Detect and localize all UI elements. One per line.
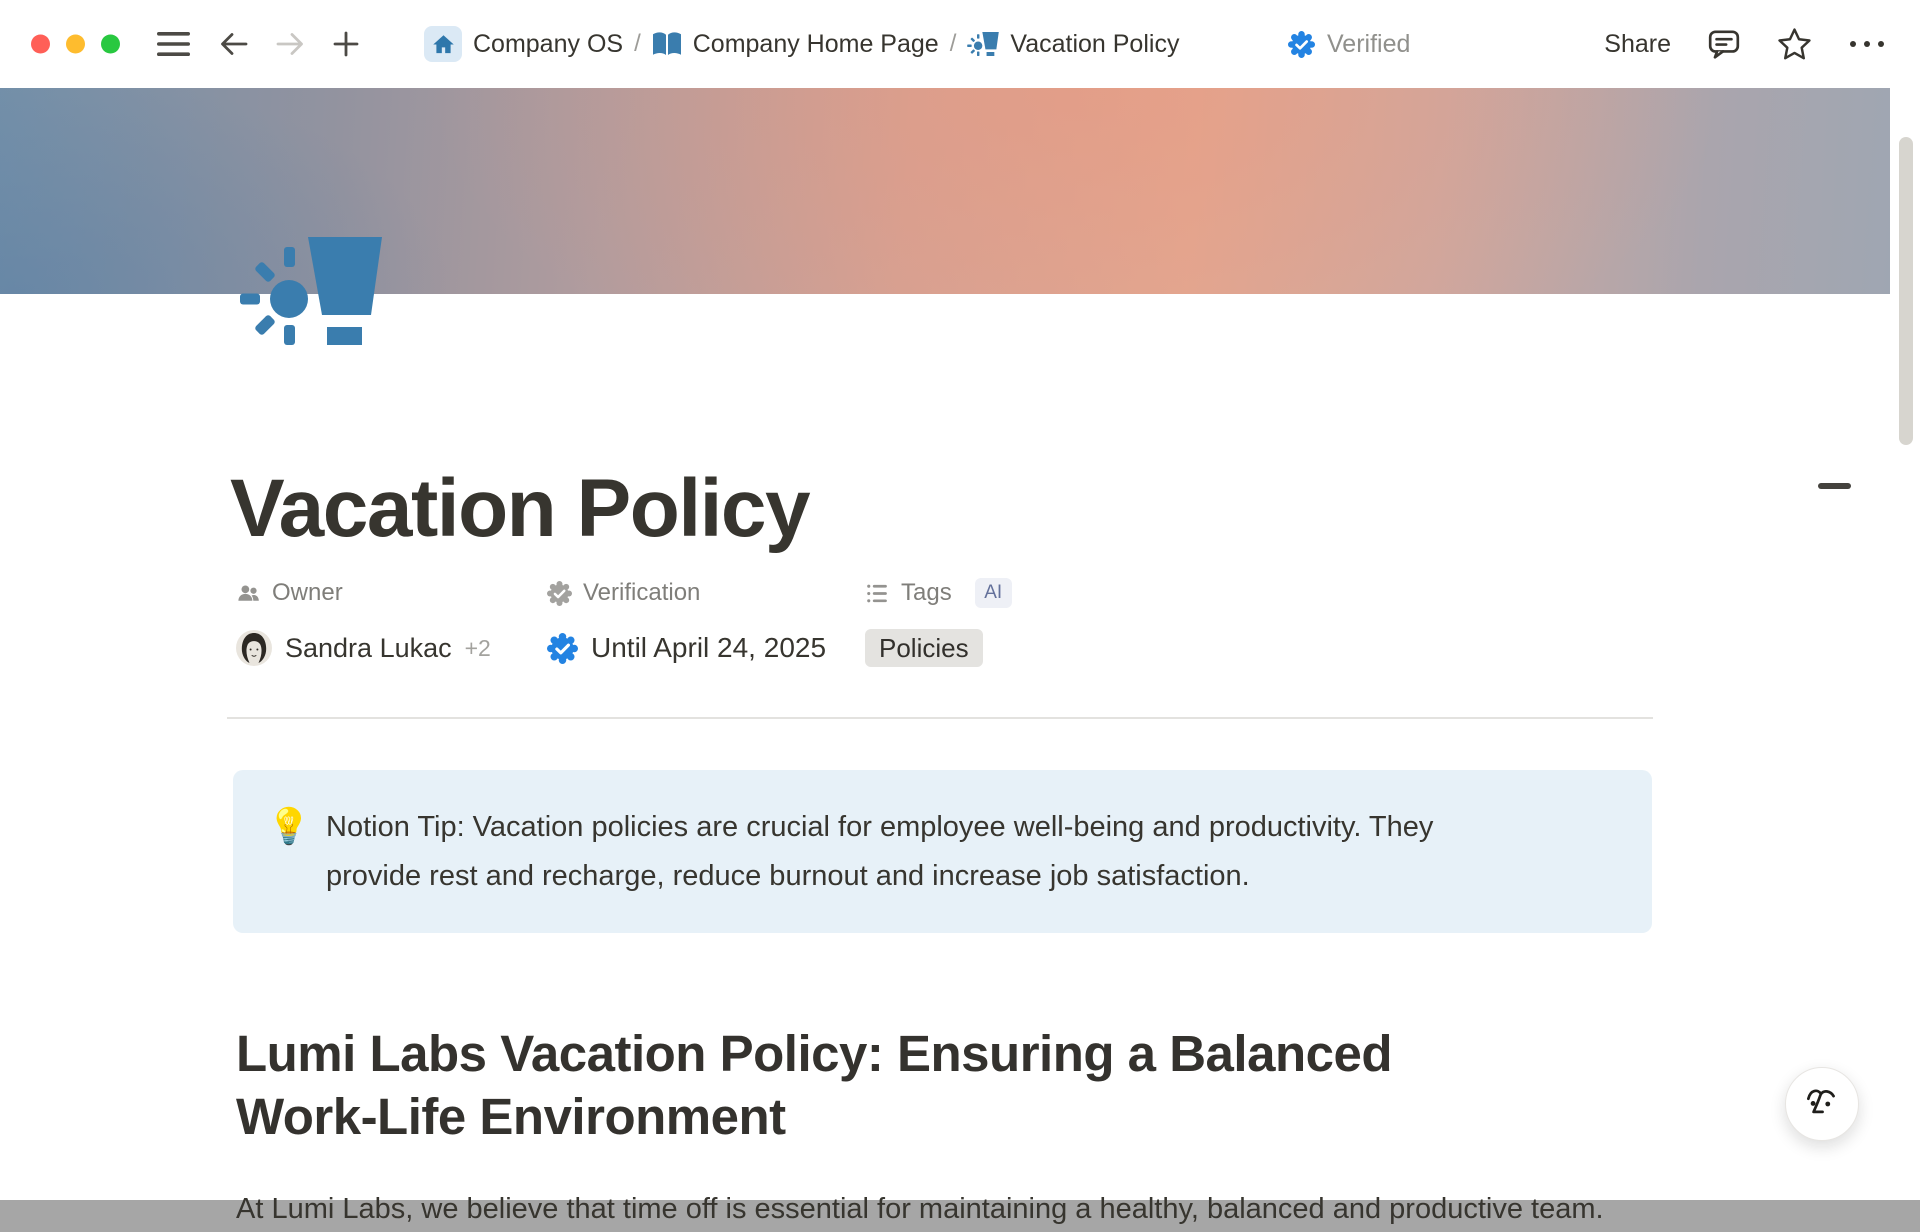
property-verification-header[interactable] <box>547 578 826 608</box>
property-tags <box>865 578 1012 670</box>
property-label: Owner <box>272 579 343 606</box>
minimize-window-button[interactable] <box>66 35 85 54</box>
star-icon <box>1777 27 1812 61</box>
verified-label: Verified <box>1327 29 1411 58</box>
section-heading[interactable] <box>236 1022 1392 1148</box>
forward-button[interactable] <box>276 29 306 59</box>
property-verification-value[interactable] <box>547 626 826 670</box>
owner-name: Sandra Lukac <box>285 632 452 663</box>
new-page-button[interactable] <box>332 30 360 58</box>
notion-ai-button[interactable] <box>1785 1067 1859 1141</box>
breadcrumb-separator: / <box>949 30 957 57</box>
body-paragraph-clipped[interactable]: At Lumi Labs, we believe that time off is essential for maintaining a healthy, balanced and productive team. <box>236 1193 1604 1225</box>
breadcrumb-item-company-home-page[interactable] <box>652 30 939 59</box>
sidebar-menu-button[interactable] <box>157 29 191 59</box>
forward-arrow-icon <box>276 29 306 59</box>
sparkle-exclamation-icon <box>240 237 382 345</box>
comments-button[interactable] <box>1707 28 1741 60</box>
toolbar <box>0 0 1920 88</box>
book-icon <box>652 31 682 57</box>
share-button[interactable]: Share <box>1604 29 1671 58</box>
close-window-button[interactable] <box>31 35 50 54</box>
property-tags-header[interactable] <box>865 578 1012 608</box>
verified-badge[interactable] <box>1288 0 1410 88</box>
zoom-window-button[interactable] <box>101 35 120 54</box>
breadcrumb-separator: / <box>634 30 641 57</box>
verification-seal-icon <box>547 581 572 606</box>
verified-seal-icon <box>547 633 578 664</box>
home-icon <box>432 33 455 56</box>
favorite-button[interactable] <box>1777 27 1812 61</box>
breadcrumb-item-vacation-policy[interactable] <box>967 30 1179 59</box>
property-owner-header[interactable] <box>236 578 491 608</box>
property-verification <box>547 578 826 670</box>
avatar <box>236 630 272 666</box>
back-arrow-icon <box>218 29 248 59</box>
document-outline-indicator[interactable] <box>1818 483 1851 489</box>
notion-tip-callout[interactable] <box>233 770 1652 933</box>
property-owner-value[interactable] <box>236 626 491 670</box>
heading-line: Lumi Labs Vacation Policy: Ensuring a Balanced <box>236 1025 1392 1082</box>
page-title[interactable]: Vacation Policy <box>230 463 810 554</box>
notion-ai-face-icon <box>1801 1083 1843 1125</box>
callout-text <box>326 803 1433 901</box>
more-options-button[interactable] <box>1848 39 1886 49</box>
breadcrumb <box>424 0 1179 88</box>
verification-date: Until April 24, 2025 <box>591 632 827 663</box>
property-tags-value[interactable] <box>865 626 1012 670</box>
owner-extra-count: +2 <box>464 634 491 661</box>
breadcrumb-label: Vacation Policy <box>1010 29 1180 58</box>
toolbar-actions <box>1604 0 1886 88</box>
breadcrumb-item-company-os[interactable]: Company OS <box>473 29 624 58</box>
tag-policies[interactable]: Policies <box>865 629 983 667</box>
people-icon <box>236 581 261 606</box>
heading-line: Work-Life Environment <box>236 1088 786 1145</box>
property-owner <box>236 578 491 670</box>
sparkle-exclamation-icon <box>967 32 999 56</box>
callout-line: Notion Tip: Vacation policies are crucial for employee well-being and productivity. They <box>326 811 1434 843</box>
list-icon <box>865 581 890 606</box>
window-controls <box>31 35 120 54</box>
back-button[interactable] <box>218 29 248 59</box>
breadcrumb-label: Company Home Page <box>692 29 939 58</box>
lightbulb-icon: 💡 <box>267 807 311 846</box>
verified-seal-icon <box>1288 31 1315 58</box>
plus-icon <box>332 30 360 58</box>
property-label: Tags <box>901 579 952 606</box>
property-label: Verification <box>583 579 701 606</box>
comment-icon <box>1707 28 1741 60</box>
hamburger-icon <box>157 29 191 59</box>
callout-line: provide rest and recharge, reduce burnout and increase job satisfaction. <box>326 860 1250 892</box>
divider <box>227 717 1653 719</box>
vertical-scrollbar[interactable] <box>1899 137 1913 445</box>
breadcrumb-home-chip[interactable] <box>424 26 462 62</box>
ellipsis-icon <box>1848 39 1886 49</box>
ai-autofill-badge[interactable]: AI <box>975 578 1012 608</box>
page-icon[interactable] <box>240 237 382 350</box>
